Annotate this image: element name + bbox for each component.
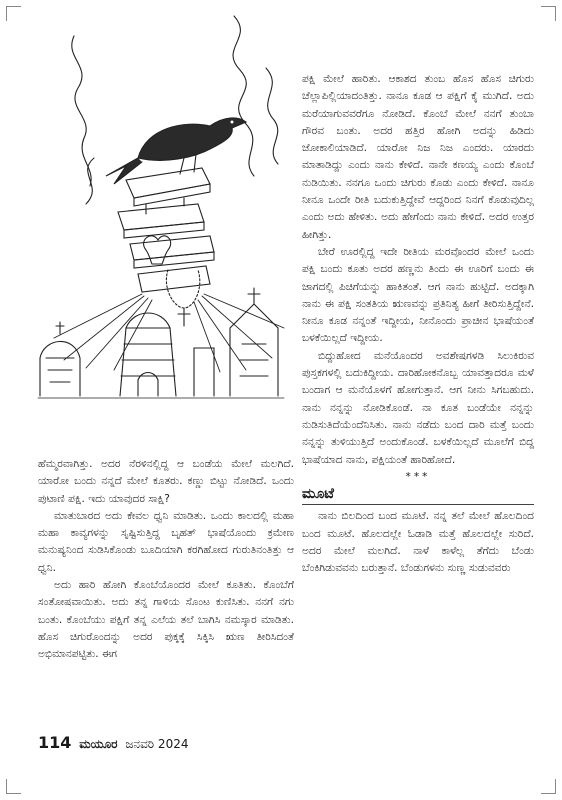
- page-footer: [38, 733, 188, 752]
- temple-dome-left: [40, 322, 80, 396]
- paragraph: ಹೆಮ್ಮರವಾಗಿತ್ತು. ಅದರ ನೆರಳಿನಲ್ಲಿದ್ದ ಆ ಬಂಡೆಯ ಮೇಲೆ ಮಲಗಿದೆ. ಯಾರೋ ಬಂದು ನನ್ನದೆ ಮೇಲೆ ಕೂತರು. ಕಣ್ಣು ಬಿಟ್ಟು ನೋಡಿದೆ. ಒಂದು ಪುಟಾಣಿ ಪಕ್ಷಿ. ಇದು ಯಾವುದರ ಸಾಕ್ಷಿ?: [38, 458, 294, 505]
- issue-date: ಜನವರಿ 2024: [125, 737, 189, 751]
- section-subheading: ಮೂಟೆ: [302, 486, 334, 503]
- paragraph: ಬೇರೆ ಊರಲ್ಲಿದ್ದ ಇದೇ ರೀತಿಯ ಮರವೊಂದರ ಮೇಲೆ ಒಂದು ಪಕ್ಷಿ ಬಂದು ಕೂತು ಅದರ ಹಣ್ಣನು ತಿಂದು ಈ ಊರಿಗೆ ಬಂದು ಈ ಜಾಗದಲ್ಲಿ ಪಿಚಿಗೆಯನ್ನು ಹಾಕಿತಂತೆ. ಆಗ ನಾನು ಹುಟ್ಟಿದೆ. ಅದಕ್ಕಾಗಿ ನಾನು ಈ ಪಕ್ಷಿ ಸಂತತಿಯ ಋಣವನ್ನು ಪ್ರತಿನಿತ್ಯ ಹೀಗೆ ತೀರಿಸುತ್ತಿದ್ದೇನೆ. ನೀನೂ ಕೂಡ ನನ್ನಂತೆ ಇದ್ದೀಯ, ನೀನೊಂದು ಪ್ರಾಚೀನ ಭಾಷೆಯಂತೆ ಬಳಕೆಯಿಲ್ಲದೆ ಇದ್ದೀಯ.: [302, 245, 534, 345]
- paragraph: ಬಿದ್ದುಹೋದ ಮನೆಯೊಂದರ ಅವಶೇಷಗಳಡಿ ಸಿಲುಕಿರುವ ಪುಸ್ತಕಗಳಲ್ಲಿ ಬದುಕಿದ್ದೀಯ. ದಾರಿಹೋಕನೊಬ್ಬ ಯಾವತ್ತಾದರೂ ಮಳೆ ಬಂದಾಗ ಆ ಮನೆಯೊಳಗೆ ಹೋಗುತ್ತಾನೆ. ಆಗ ನೀನು ಸಿಗಬಹುದು. ನಾನು ನನ್ನನ್ನು ನೋಡಿಕೊಂಡೆ. ನಾ ಕೂತ ಬಂಡೆಯೇ ನನ್ನನ್ನು ನುಡಿಸುತಿದೆಯೆಂದೆನಿಸಿತು. ನಾನು ನಡೆದು ಬಂದ ದಾರಿ ಮತ್ತೆ ಬಂದು ನನ್ನನ್ನು ತುಳಿಯುತ್ತಿದೆ ಅಂದುಕೊಂಡೆ. ಬಳಕೆಯಿಲ್ಲದೆ ಮೂಲೆಗೆ ಬಿದ್ದ ಭಾಷೆಯಾದ ನಾನು, ಪಕ್ಷಿಯಂತೆ ಹಾರಿಹೋದೆ.: [302, 349, 534, 466]
- book-stack: [118, 168, 214, 292]
- paragraph: ನಾನು ಬಿಲದಿಂದ ಬಂದ ಮೂಟೆ. ನನ್ನ ತಲೆ ಮೇಲೆ ಹೊಲದಿಂದ ಬಂದ ಮೂಟೆ. ಹೊಲದಲ್ಲೇ ಓಡಾಡಿ ಮತ್ತೆ ಹೊಲದಲ್ಲೇ ಸುರಿದೆ. ಅದರ ಮೇಲೆ ಮಲಗಿದೆ. ನಾಳೆ ಕಾಳೆಲ್ಲ ತೆಗೆದು ಬೆಂಡು ಬೆಂಕಿಗಿಡುವವನು ಬರುತ್ತಾನೆ. ಬೆಂಡುಗಳನು ಸುಣ್ಣ ಸುಡುವವರು: [302, 510, 534, 575]
- crow-figure: [106, 118, 246, 184]
- right-text-column: [302, 71, 534, 578]
- crow-books-temples-illustration: [34, 8, 290, 408]
- section-separator: ***: [405, 470, 431, 483]
- crop-mark-bottom-left: [6, 779, 21, 794]
- crop-mark-top-left: [6, 6, 21, 21]
- smoke-swirl: [233, 16, 254, 176]
- paragraph: ಮಾತುಬಾರದ ಅದು ಕೇವಲ ಧ್ವನಿ ಮಾಡಿತು. ಒಂದು ಕಾಲದಲ್ಲಿ ಮಹಾ ಮಹಾ ಕಾವ್ಯಗಳನ್ನು ಸೃಷ್ಟಿಸುತ್ತಿದ್ದ ಬೃಹತ್ ಭಾಷೆಯೊಂದು ಕ್ರಮೇಣ ಮನುಷ್ಯನಿಂದ ಸುಡಿಸಿಕೊಂಡು ಬೂದಿಯಾಗಿ ಕರಗಿಹೋದ ಗುರುತಿನಂತಿತ್ತು ಆ ಧ್ವನಿ.: [38, 509, 294, 574]
- temple-gopura-center: [120, 313, 176, 396]
- magazine-name: ಮಯೂರ: [79, 737, 118, 751]
- church-right: [194, 288, 278, 396]
- smoke-swirl: [72, 36, 91, 186]
- crop-mark-bottom-right: [541, 779, 556, 794]
- crop-mark-top-right: [541, 6, 556, 21]
- smoke-swirl: [266, 68, 278, 164]
- page-number: 114: [38, 733, 72, 752]
- paragraph: ಪಕ್ಷಿ ಮೇಲೆ ಹಾರಿತು. ಆಕಾಶದ ತುಂಬ ಹೊಸ ಹೊಸ ಚಿಗುರು ಚೆಲ್ಲಾಪಿಲ್ಲಿಯಾದಂತಿತ್ತು. ನಾನೂ ಕೂಡ ಆ ಪಕ್ಷಿಗೆ ಕೈ ಮುಗಿದೆ. ಅದು ಮರೆಯಾಗುವವರೆಗೂ ನೋಡಿದೆ. ಕೊಂಬೆ ಮೇಲೆ ನನಗೆ ತುಂಬಾ ಗೌರವ ಬಂತು. ಅದರ ಹತ್ತಿರ ಹೋಗಿ ಅದನ್ನು ಹಿಡಿದು ಜೋಕಾಲಿಯಾಡಿದೆ. ಯಾರೋ ನಿಜ ನಿಜ ಎಂದರು. ಯಾರದು ಮಾತಾಡಿದ್ದು ಎಂದು ನಾನು ಕೇಳಿದೆ. ನಾನೇ ಕಣಯ್ಯ ಎಂದು ಕೊಂಬೆ ನುಡಿಯಿತು. ನನಗೂ ಒಂದು ಚಿಗುರು ಕೊಡು ಎಂದು ಕೇಳಿದೆ. ನಾನೂ ನೀನೂ ಒಂದೇ ರೀತಿ ಬದುಕುತ್ತಿದ್ದೇವೆ ಆದ್ದರಿಂದ ನಿನಗೆ ಕೊಡುವುದಿಲ್ಲ ಎಂದು ಅದು ಹೇಳಿತು. ಅದು ಹೇಗೆಂದು ನಾನು ಕೇಳಿದೆ. ಅದರ ಉತ್ತರ ಹೀಗಿತ್ತು.: [302, 73, 534, 241]
- paragraph: ಅದು ಹಾರಿ ಹೋಗಿ ಕೊಂಬೆಯೊಂದರ ಮೇಲೆ ಕೂತಿತು. ಕೊಂಬೆಗೆ ಸಂತೋಷವಾಯಿತು. ಅದು ತನ್ನ ಗಾಳಿಯ ಸೊಂಟ ಕುಣಿಸಿತು. ನನಗೆ ನಗು ಬಂತು. ಕೊಂಬೆಯು ಪಕ್ಷಿಗೆ ತನ್ನ ಎಲೆಯ ತಲೆ ಬಾಗಿಸಿ ನಮಸ್ಕಾರ ಮಾಡಿತು. ಹೊಸ ಚಿಗುರೊಂದನ್ನು ಅದರ ಪುಕ್ಕಕ್ಕೆ ಸಿಕ್ಕಿಸಿ ಋಣ ತೀರಿಸಿದಂತೆ ಅಭಿಮಾನಪಟ್ಟಿತು. ಈಗ: [38, 579, 294, 661]
- subheading-rule: [302, 504, 534, 505]
- left-text-column: [38, 456, 294, 664]
